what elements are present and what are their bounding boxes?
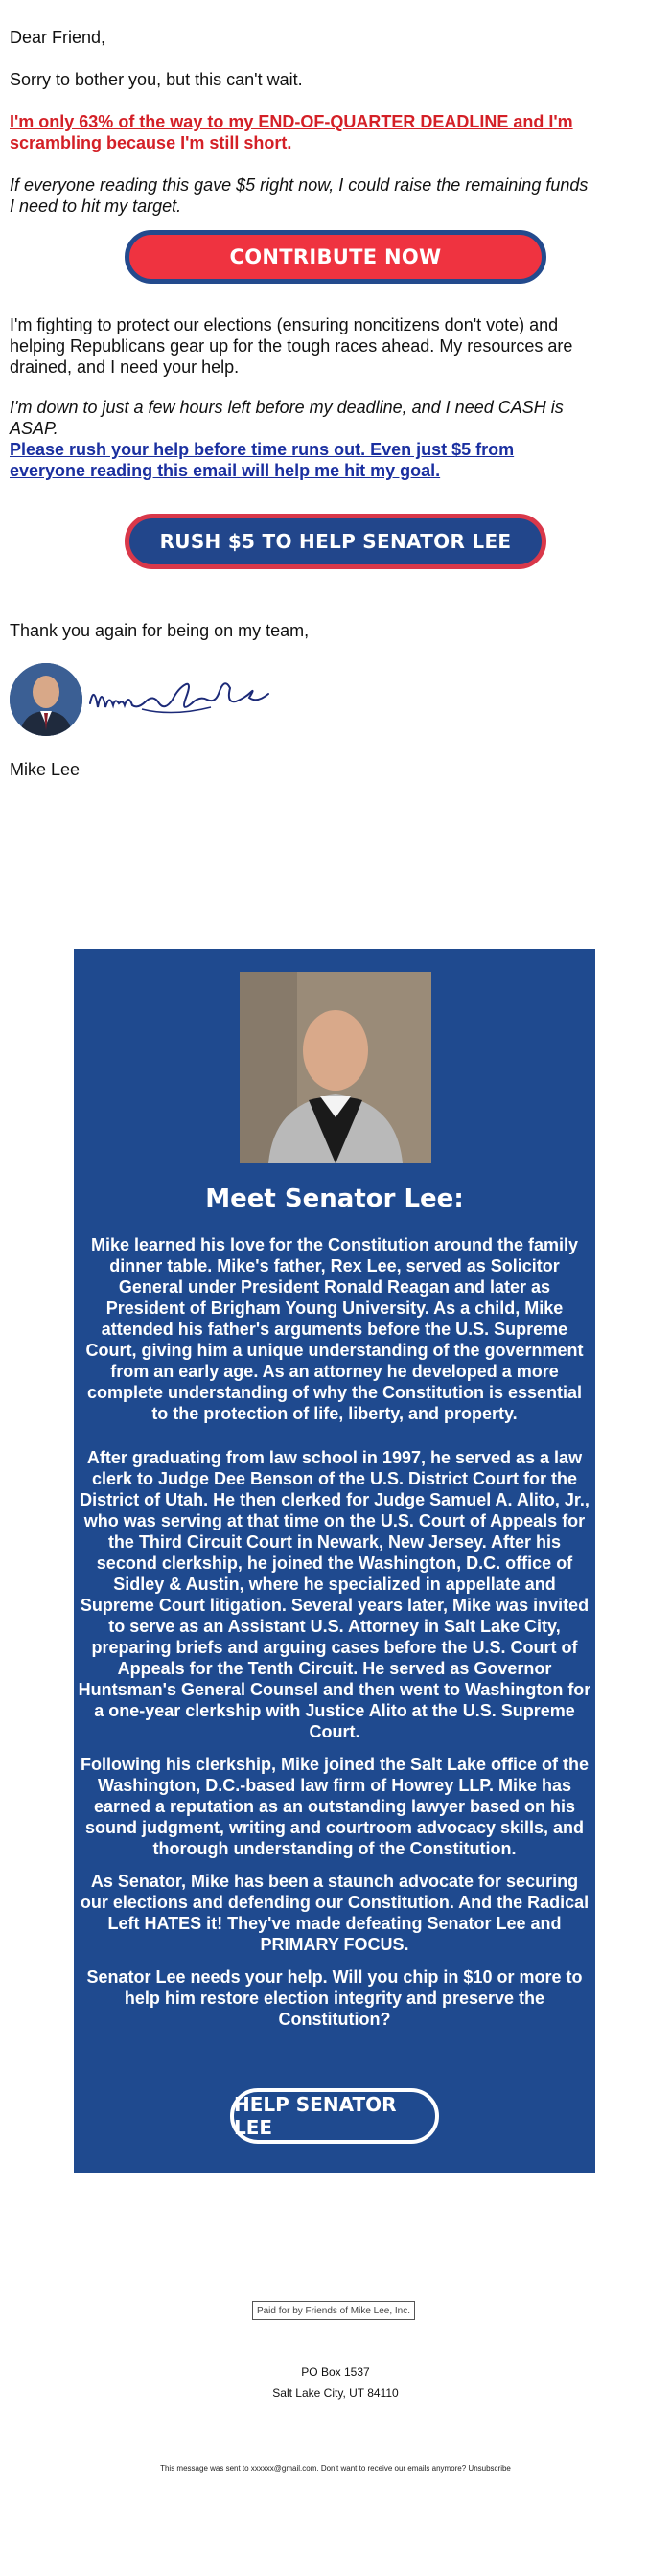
bio-paragraph: Following his clerkship, Mike joined the Salt Lake office of the Washington, D.C.-based law firm of Howrey LLP. Mike has earned a reputation as an outstanding lawyer based on his sound judgment, writing and courtroom advocacy skills, and thorough understanding of the Constitution. [80, 1755, 590, 1858]
paid-for-disclaimer: Paid for by Friends of Mike Lee, Inc. [252, 2301, 415, 2320]
senator-portrait [240, 972, 431, 1163]
thanks-line: Thank you again for being on my team, [10, 621, 310, 640]
help-senator-lee-button[interactable]: HELP SENATOR LEE [230, 2088, 439, 2144]
fighting-paragraph: I'm fighting to protect our elections (ensuring noncitizens don't vote) and helping Republicans gear up for the tough races ahead. My resources are drained, and I need your help. [10, 315, 573, 377]
address-po-box: PO Box 1537 [301, 2365, 370, 2379]
deadline-alert: I'm only 63% of the way to my END-OF-QUARTER DEADLINE and I'm scrambling because I'm still short. [10, 112, 573, 152]
bio-paragraph: Mike learned his love for the Constitution around the family dinner table. Mike's father, Rex Lee, served as Solicitor General under President Ronald Reagan and later as President of Brigham Young University. As a child, Mike attended his father's arguments before the U.S. Supreme Court, giving him a unique understanding of the government from an early age. As an attorney he developed a more complete understanding of why the Constitution is essential to the protection of life, liberty, and property. [85, 1235, 584, 1423]
bio-paragraph: After graduating from law school in 1997, he served as a law clerk to Judge Dee Benson of the U.S. District Court for the District of Utah. He then clerked for Judge Samuel A. Alito, Jr., who was serving at that time on the U.S. Court of Appeals for the Third Circuit Court in Newark, New Jersey. After his second clerkship, he joined the Washington, D.C. office of Sidley & Austin, where he specialized in appellate and Supreme Court litigation. Several years later, Mike was invited to serve as an Assistant U.S. Attorney in Salt Lake City, preparing briefs and arguing cases before the U.S. Court of Appeals for the Tenth Circuit. He served as Governor Huntsman's General Counsel and then went to Washington for a one-year clerkship with Justice Alito at the U.S. Supreme Court. [78, 1448, 591, 1741]
meet-senator-panel [74, 949, 595, 2173]
address-city: Salt Lake City, UT 84110 [272, 2386, 399, 2400]
senator-headshot-image [10, 663, 82, 736]
bio-paragraph: Senator Lee needs your help. Will you chip in $10 or more to help him restore election integrity and preserve the Constitution? [86, 1967, 583, 2029]
signature-name: Mike Lee [10, 760, 81, 779]
footer-unsubscribe-note[interactable]: This message was sent to xxxxxx@gmail.com. Don't want to receive our emails anymore? Unsubscribe [160, 2464, 511, 2472]
greeting: Dear Friend, [10, 28, 106, 47]
handwritten-signature [86, 665, 278, 732]
signature-block [10, 663, 278, 740]
rush-help-link[interactable]: Please rush your help before time runs out. Even just $5 from everyone reading this email will help me hit my goal. [10, 440, 515, 480]
avatar [10, 663, 82, 736]
panel-title: Meet Senator Lee: [205, 1184, 464, 1213]
hours-left-paragraph: I'm down to just a few hours left before my deadline, and I need CASH is ASAP. [10, 398, 564, 438]
senator-portrait-image [240, 972, 431, 1163]
contribute-now-button[interactable]: CONTRIBUTE NOW [125, 230, 546, 284]
rush-5-button[interactable]: RUSH $5 TO HELP SENATOR LEE [125, 514, 546, 569]
ask-paragraph: If everyone reading this gave $5 right now, I could raise the remaining funds I need to hit my target. [10, 175, 589, 216]
bio-paragraph: As Senator, Mike has been a staunch advocate for securing our elections and defending our Constitution. And the Radical Left HATES it! They've made defeating Senator Lee and PRIMARY FOCUS. [80, 1872, 590, 1954]
intro-line: Sorry to bother you, but this can't wait. [10, 70, 303, 89]
